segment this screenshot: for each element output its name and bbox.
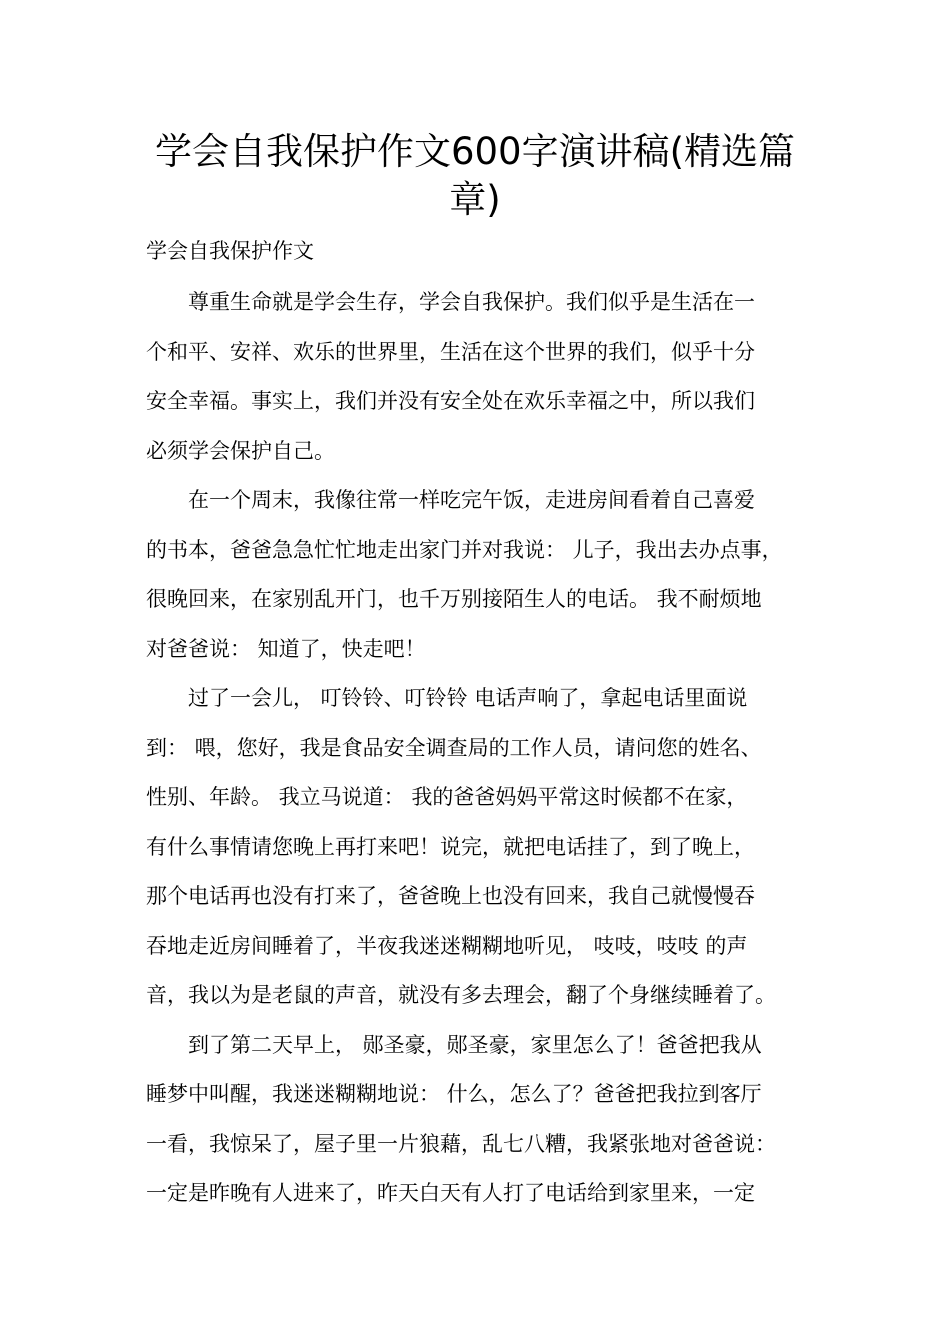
document-body	[146, 284, 826, 1225]
paragraph-line: 很晚回来，在家别乱开门，也千万别接陌生人的电话。 我不耐烦地	[146, 587, 762, 611]
paragraph-line: 吞地走近房间睡着了，半夜我迷迷糊糊地听见， 吱吱，吱吱 的声	[146, 933, 748, 958]
document-subtitle: 学会自我保护作文	[146, 239, 314, 263]
paragraph-line: 一看，我惊呆了，屋子里一片狼藉，乱七八糟，我紧张地对爸爸说：	[146, 1131, 776, 1156]
paragraph-line: 睡梦中叫醒，我迷迷糊糊地说： 什么，怎么了？爸爸把我拉到客厅	[146, 1082, 762, 1106]
paragraph-line: 安全幸福。事实上，我们并没有安全处在欢乐幸福之中，所以我们	[146, 389, 755, 413]
paragraph-line: 性别、年龄。 我立马说道： 我的爸爸妈妈平常这时候都不在家，	[146, 785, 748, 809]
paragraph-line: 到： 喂，您好，我是食品安全调查局的工作人员，请问您的姓名、	[146, 735, 762, 760]
paragraph-line: 有什么事情请您晚上再打来吧！说完，就把电话挂了，到了晚上，	[146, 834, 755, 859]
paragraph-line: 到了第二天早上， 郧圣豪，郧圣豪，家里怎么了！爸爸把我从	[188, 1032, 762, 1057]
paragraph-line: 尊重生命就是学会生存，学会自我保护。我们似乎是生活在一	[188, 290, 755, 314]
paragraph-line: 音，我以为是老鼠的声音，就没有多去理会，翻了个身继续睡着了。	[146, 983, 776, 1007]
paragraph-line: 必须学会保护自己。	[146, 438, 335, 463]
paragraph-line: 的书本，爸爸急急忙忙地走出家门并对我说： 儿子，我出去办点事，	[146, 537, 783, 562]
document-title: 学会自我保护作文600字演讲稿(精选篇章)	[154, 130, 796, 221]
paragraph-line: 在一个周末，我像往常一样吃完午饭，走进房间看着自己喜爱	[188, 488, 755, 512]
paragraph-line: 过了一会儿， 叮铃铃、叮铃铃 电话声响了，拿起电话里面说	[188, 686, 748, 710]
paragraph-line: 一定是昨晚有人进来了，昨天白天有人打了电话给到家里来，一定	[146, 1181, 755, 1205]
paragraph-line: 个和平、安祥、欢乐的世界里，生活在这个世界的我们，似乎十分	[146, 339, 755, 364]
paragraph-line: 对爸爸说： 知道了，快走吧！	[146, 636, 426, 661]
paragraph-line: 那个电话再也没有打来了，爸爸晚上也没有回来，我自己就慢慢吞	[146, 884, 755, 908]
